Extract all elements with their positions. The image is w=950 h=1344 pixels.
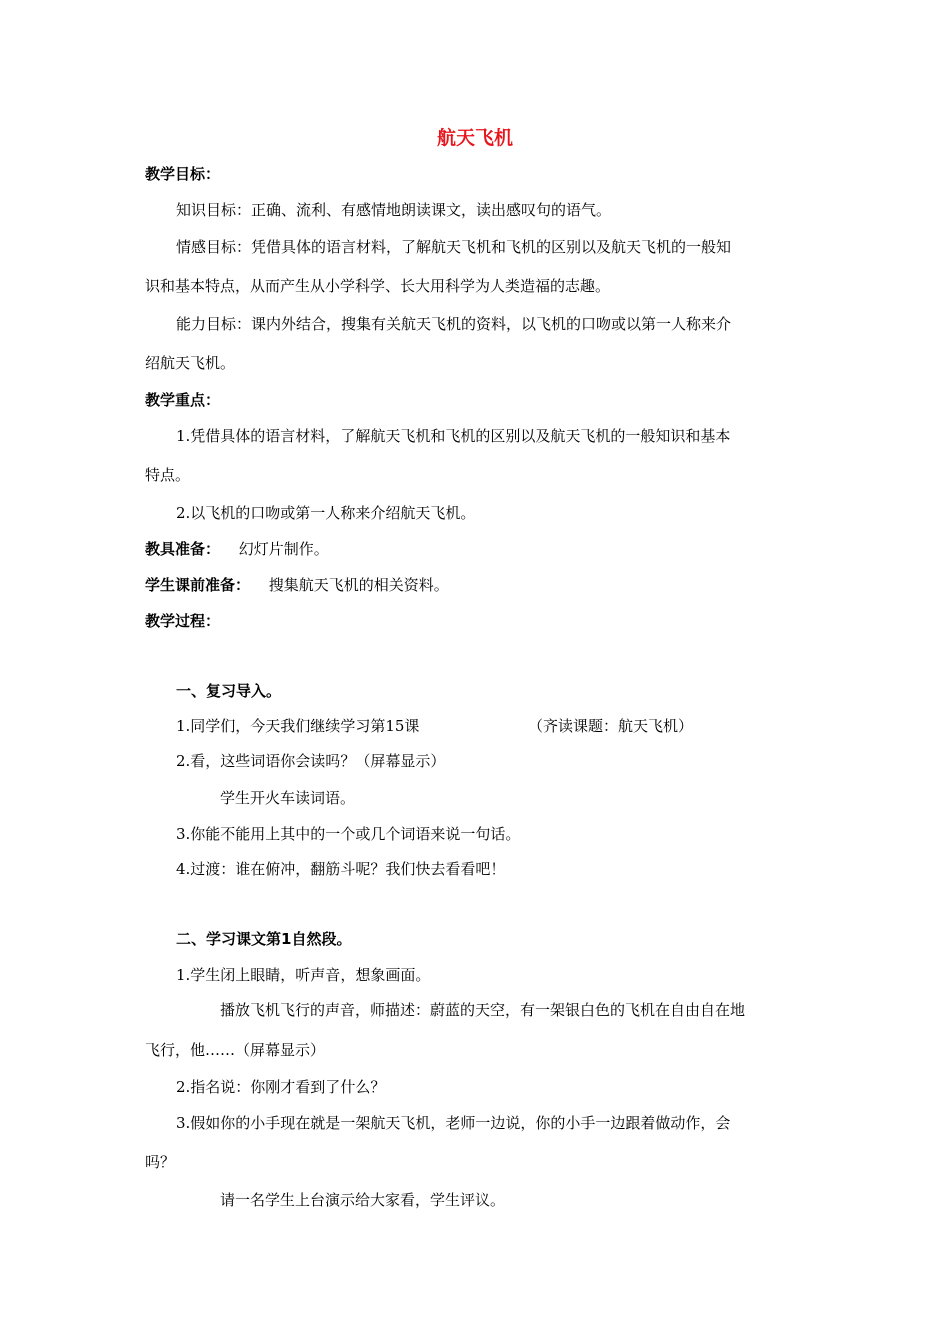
section2-step2: 2.指名说：你刚才看到了什么？ — [176, 1078, 386, 1096]
student-prep-label: 学生课前准备： — [145, 576, 251, 594]
section1-heading: 一、复习导入。 — [176, 682, 282, 700]
section2-step1-sub-line2: 飞行，他……（屏幕显示） — [145, 1041, 326, 1059]
section2-heading: 二、学习课文第1自然段。 — [176, 930, 352, 948]
section1-step3: 3.你能不能用上其中的一个或几个词语来说一句话。 — [176, 825, 521, 843]
objective-knowledge: 知识目标：正确、流利、有感情地朗读课文，读出感叹句的语气。 — [176, 201, 612, 219]
materials-row — [145, 539, 329, 559]
section2-step3-line1: 3.假如你的小手现在就是一架航天飞机，老师一边说，你的小手一边跟着做动作，会 — [176, 1114, 731, 1132]
section2-step3-line2: 吗？ — [145, 1153, 176, 1171]
objectives-heading: 教学目标： — [145, 165, 221, 183]
document-title: 航天飞机 — [436, 127, 513, 149]
section1-step4: 4.过渡：谁在俯冲，翻筋斗呢？我们快去看看吧！ — [176, 860, 506, 878]
objective-ability-line1: 能力目标：课内外结合，搜集有关航天飞机的资料，以飞机的口吻或以第一人称来介 — [176, 315, 732, 333]
key-point-2: 2.以飞机的口吻或第一人称来介绍航天飞机。 — [176, 504, 476, 522]
key-point-1-line2: 特点。 — [145, 466, 191, 484]
key-points-heading: 教学重点： — [145, 391, 221, 409]
materials-value: 幻灯片制作。 — [238, 540, 329, 558]
section1-step2-sub: 学生开火车读词语。 — [220, 789, 356, 807]
objective-ability-line2: 绍航天飞机。 — [145, 354, 236, 372]
section2-step3-sub: 请一名学生上台演示给大家看，学生评议。 — [220, 1191, 506, 1209]
section2-step1: 1.学生闭上眼睛，听声音，想象画面。 — [176, 966, 431, 984]
section1-step1: 1.同学们，今天我们继续学习第15课 — [176, 717, 420, 735]
objective-emotion-line2: 识和基本特点，从而产生从小学科学、长大用科学为人类造福的志趣。 — [145, 277, 611, 295]
student-prep-row — [145, 575, 449, 595]
section1-step1-note: （齐读课题：航天飞机） — [528, 717, 694, 735]
key-point-1-line1: 1.凭借具体的语言材料，了解航天飞机和飞机的区别以及航天飞机的一般知识和基本 — [176, 427, 731, 445]
objective-emotion-line1: 情感目标：凭借具体的语言材料，了解航天飞机和飞机的区别以及航天飞机的一般知 — [176, 238, 732, 256]
materials-label: 教具准备： — [145, 540, 221, 558]
section2-step1-sub-line1: 播放飞机飞行的声音，师描述：蔚蓝的天空，有一架银白色的飞机在自由自在地 — [220, 1001, 746, 1019]
student-prep-value: 搜集航天飞机的相关资料。 — [268, 576, 449, 594]
process-heading: 教学过程： — [145, 612, 221, 630]
section1-step2: 2.看，这些词语你会读吗？（屏幕显示） — [176, 752, 446, 770]
